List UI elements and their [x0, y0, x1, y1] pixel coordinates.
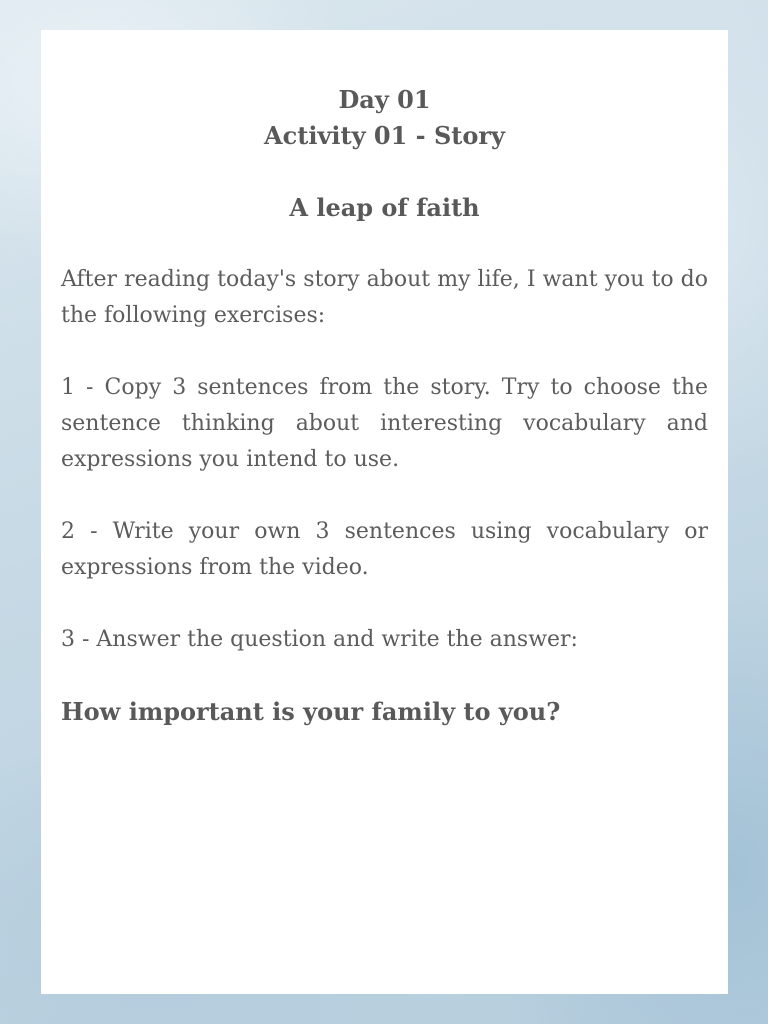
activity-card: [41, 30, 728, 994]
intro-paragraph: After reading today's story about my life, I want you to do the following exercises:: [61, 267, 708, 328]
exercise-2: 2 - Write your own 3 sentences using vocabulary or expressions from the video.: [61, 519, 708, 580]
exercise-3: 3 - Answer the question and write the answer:: [61, 627, 578, 652]
story-title: A leap of faith: [289, 193, 480, 222]
exercise-1: 1 - Copy 3 sentences from the story. Try to choose the sentence thinking about interesting vocabulary and expressions you intend to use.: [61, 375, 708, 472]
activity-heading: Activity 01 - Story: [264, 121, 505, 150]
day-heading: Day 01: [338, 85, 431, 114]
question-text: How important is your family to you?: [61, 697, 561, 726]
